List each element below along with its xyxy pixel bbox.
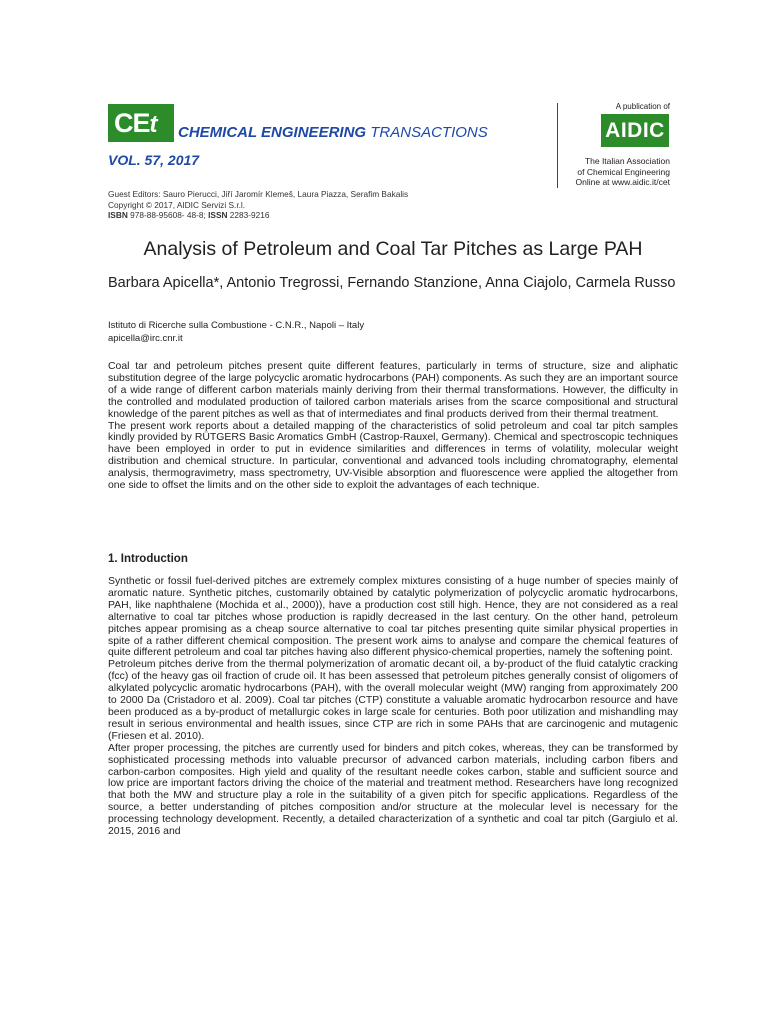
aidic-logo: AIDIC [601,114,669,147]
abstract-paragraph: Coal tar and petroleum pitches present quite different features, particularly in terms of structure, size and aliphatic substitution degree of the large polycyclic aromatic hydrocarbons (PAH) components. As such they are an important source of a wide range of different carbon materials mainly deriving from their thermal transformations. However, the difficulty in the controlled and modulated production of tailored carbon materials arises from the scarce compositional and structural knowledge of the parent pitches as well as that of intermediates and final products derived from their thermal treatment. [108,361,678,420]
issn-value: 2283-9216 [229,210,270,220]
assoc-line-1: The Italian Association [584,156,670,166]
cet-logo [108,104,174,142]
issn-label: ISSN [208,210,228,220]
article-title: Analysis of Petroleum and Coal Tar Pitches as Large PAH [143,238,643,260]
intro-paragraph: Petroleum pitches derive from the thermal polymerization of aromatic decant oil, a by-product of the fluid catalytic cracking (fcc) of the heavy gas oil fraction of crude oil. It has been assessed that petroleum pitches generally consist of oligomers of alkylated polycyclic aromatic hydrocarbons (PAH), with the overall molecular weight (MW) ranging from approximately 200 to 2000 Da (Cristadoro et al. 2009). Coal tar pitches (CTP) constitute a valuable aromatic hydrocarbon resource and have been produced as a by-product of metallurgic cokes in large scale for centuries. Both poor utilization and mishandling may result in serious environmental and health issues, since CTP are rich in some PAHs that are carcinogenic and mutagenic (Friesen et al. 2010). [108,659,678,742]
abstract-paragraph: The present work reports about a detailed mapping of the characteristics of solid petroleum and coal tar pitch samples kindly provided by RÜTGERS Basic Aromatics GmbH (Castrop-Rauxel, Germany). Chemical and spectroscopic techniques have been employed in order to put in evidence similarities and differences in terms of volatility, molecular weight distribution and chemical structure. In particular, conventional and advanced tools including chromatography, elemental analysis, thermogravimetry, mass spectrometry, UV-Visible absorption and fluorescence were applied the altogether from one side to offset the limits and on the other side to exploit the advantages of each technique. [108,420,678,492]
affiliation-block [108,319,364,345]
affiliation: Istituto di Ricerche sulla Combustione - C.N.R., Napoli – Italy [108,320,365,331]
journal-name-rest: TRANSACTIONS [370,124,488,141]
contact-email[interactable]: apicella@irc.cnr.it [108,333,183,344]
header-divider [557,103,558,188]
logo-main-text: CE [114,108,150,138]
section-heading-introduction: 1. Introduction [108,553,188,565]
editors-block [108,189,408,221]
journal-name [178,124,488,141]
publication-of-label: A publication of [615,102,670,111]
assoc-line-3: Online at www.aidic.it/cet [575,177,670,187]
logo-t-text: t [149,111,157,138]
association-info [576,156,670,188]
introduction-body [108,576,678,838]
isbn-value: 978-88-95608- 48-8; [130,210,206,220]
journal-name-bold: CHEMICAL ENGINEERING [178,124,367,141]
intro-paragraph: After proper processing, the pitches are currently used for binders and pitch cokes, whereas, they can be transformed by sophisticated processing methods into valuable precursor of advanced carbon materials, including carbon fibers and carbon-carbon composites. High yield and quality of the resultant needle cokes carbon, stable and sufficient source and low price are important factors driving the choice of the material and treatment method. Researchers have long recognized that both the MW and structure play a role in the suitability of a given pitch for specific applications. Regardless of the source, a better understanding of pitches composition and/or structure at the molecular level is necessary for the processing technology development. Recently, a detailed characterization of a synthetic and coal tar pitch (Gargiulo et al. 2015, 2016 and [108,742,678,838]
volume-label: VOL. 57, 2017 [108,152,200,168]
guest-editors: Guest Editors: Sauro Pierucci, Jiří Jaromír Klemeš, Laura Piazza, Serafim Bakalis [108,189,409,199]
intro-paragraph: Synthetic or fossil fuel-derived pitches are extremely complex mixtures consisting of a huge number of species mainly of aromatic nature. Synthetic pitches, customarily obtained by catalytic polymerization of polycyclic aromatic hydrocarbons, PAH, like naphthalene (Mochida et al., 2000)), have a production cost still high. Hence, they are not considered as a real alternative to coal tar pitches whose production is rapidly decreased in the last century. On the other hand, petroleum pitches appear promising as a cheap source alternative to coal tar pitches presenting quite similar physical properties in spite of a rather different chemical composition. The present work aims to analyse and compare the chemical features of quite different petroleum and coal tar pitches having also different physico-chemical properties, namely the softening point. [108,576,678,659]
isbn-label: ISBN [108,210,128,220]
isbn-issn [108,210,408,221]
assoc-line-2: of Chemical Engineering [577,166,670,177]
copyright: Copyright © 2017, AIDIC Servizi S.r.l. [108,199,246,210]
abstract [108,361,678,492]
author-list: Barbara Apicella*, Antonio Tregrossi, Fernando Stanzione, Anna Ciajolo, Carmela Russo [108,275,676,291]
